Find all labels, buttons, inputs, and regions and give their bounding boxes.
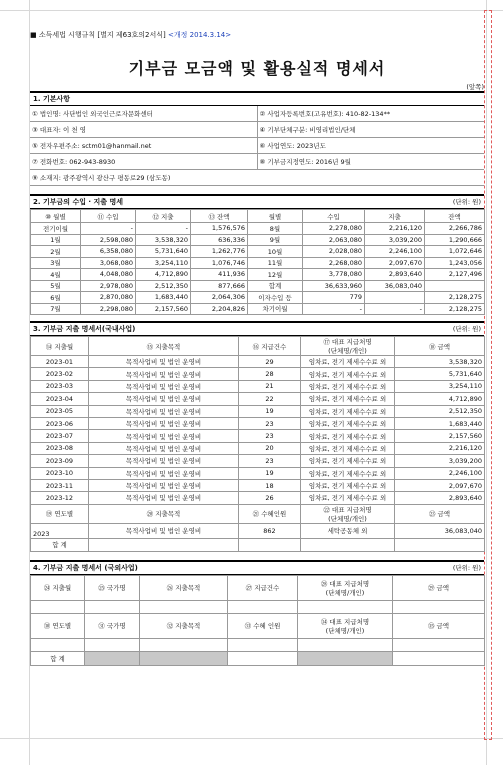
page-margin-marker (484, 10, 492, 740)
table-cell: 1,262,776 (191, 246, 248, 258)
table-cell: 411,936 (191, 269, 248, 281)
table-cell: 3,068,080 (81, 257, 136, 269)
table-cell: 1,576,576 (191, 223, 248, 235)
table-row (31, 292, 485, 304)
overseas-table-header: ㉛ 국가명 (85, 613, 140, 638)
table-row (31, 246, 485, 258)
table-row (31, 492, 485, 504)
table-cell: 2,157,560 (136, 303, 191, 315)
table-cell: 2023-06 (31, 417, 89, 429)
table-cell: 36,633,960 (303, 280, 365, 292)
table-cell (395, 538, 485, 551)
table-cell: 목적사업비 및 법인 운영비 (89, 442, 239, 454)
table-cell: 6월 (31, 292, 81, 304)
table-cell: 2023-11 (31, 479, 89, 491)
table-cell: 3,778,080 (303, 269, 365, 281)
basic-info-row (30, 106, 484, 122)
table-cell: 1,076,746 (191, 257, 248, 269)
overseas-table-header: ㉚ 연도별 (31, 613, 85, 638)
table-cell: 4,712,890 (136, 269, 191, 281)
table-cell: - (303, 303, 365, 315)
table-cell (298, 651, 393, 665)
domestic-expense-table (30, 336, 485, 552)
income-table-header: 월별 (248, 210, 303, 223)
table-cell: 임차료, 전기 제세수수료 외 (301, 393, 395, 405)
table-cell: 임차료, 전기 제세수수료 외 (301, 356, 395, 368)
table-row (31, 417, 485, 429)
table-cell: 임차료, 전기 제세수수료 외 (301, 467, 395, 479)
table-cell: 23 (239, 417, 301, 429)
table-cell: 임차료, 전기 제세수수료 외 (301, 442, 395, 454)
table-row (31, 479, 485, 491)
table-cell: 임차료, 전기 제세수수료 외 (301, 417, 395, 429)
table-cell: 6,358,080 (81, 246, 136, 258)
table-cell: 5월 (31, 280, 81, 292)
table-cell: 779 (303, 292, 365, 304)
table-cell: 목적사업비 및 법인 운영비 (89, 417, 239, 429)
table-cell (393, 651, 485, 665)
table-cell: 임차료, 전기 제세수수료 외 (301, 430, 395, 442)
table-cell: 1,683,440 (395, 417, 485, 429)
overseas-table-header: ㉞ 대표 지급처명 (단체명/개인) (298, 613, 393, 638)
table-cell: 3,538,320 (136, 234, 191, 246)
table-cell: 목적사업비 및 법인 운영비 (89, 467, 239, 479)
table-cell: 2023 (31, 523, 89, 538)
overseas-table-header: ㉘ 대표 지급처명 (단체명/개인) (298, 575, 393, 600)
basic-info-field: ③ 대표자: 이 천 영 (30, 122, 257, 138)
table-cell: - (136, 223, 191, 235)
overseas-expense-table (30, 575, 485, 666)
table-cell: 36,083,040 (365, 280, 425, 292)
table-cell: 2023-02 (31, 368, 89, 380)
section1-title: 1. 기본사항 (30, 91, 484, 106)
overseas-table-header: ㉕ 국가명 (85, 575, 140, 600)
table-cell: 1,683,440 (136, 292, 191, 304)
table-cell: 임차료, 전기 제세수수료 외 (301, 479, 395, 491)
table-cell: 3,538,320 (395, 356, 485, 368)
table-cell: 합계 (248, 280, 303, 292)
overseas-table-header: ㉝ 수혜 인원 (228, 613, 298, 638)
basic-info-field: ② 사업자등록번호(고유번호): 410-82-134** (257, 106, 484, 122)
table-row (31, 223, 485, 235)
basic-info-field: ⑥ 사업연도: 2023년도 (257, 138, 484, 154)
table-cell: 2,097,670 (395, 479, 485, 491)
table-cell: 2023-12 (31, 492, 89, 504)
table-cell: 2,266,786 (425, 223, 485, 235)
table-row (31, 442, 485, 454)
table-cell: 11월 (248, 257, 303, 269)
basic-info-field: ⑤ 전자우편주소: sctm01@hanmail.net (30, 138, 257, 154)
table-cell: 목적사업비 및 법인 운영비 (89, 405, 239, 417)
table-cell: 목적사업비 및 법인 운영비 (89, 479, 239, 491)
table-cell (140, 600, 228, 613)
domestic-annual-header: ㉓ 금액 (395, 504, 485, 523)
basic-info-field: ④ 기부단체구분: 비영리법인/단체 (257, 122, 484, 138)
income-table-header: ⑪ 수입 (81, 210, 136, 223)
table-cell: 임차료, 전기 제세수수료 외 (301, 405, 395, 417)
table-cell: 3월 (31, 257, 81, 269)
table-cell: 4,712,890 (395, 393, 485, 405)
table-cell: - (365, 303, 425, 315)
table-cell: 2,512,350 (395, 405, 485, 417)
domestic-annual-header: ⑳ 지출목적 (89, 504, 239, 523)
table-row (31, 269, 485, 281)
table-cell (239, 538, 301, 551)
table-cell (298, 600, 393, 613)
table-cell: - (81, 223, 136, 235)
table-cell (228, 600, 298, 613)
table-cell: 목적사업비 및 법인 운영비 (89, 523, 239, 538)
income-table-header: 수입 (303, 210, 365, 223)
table-cell: 이자수입 등 (248, 292, 303, 304)
table-cell: 862 (239, 523, 301, 538)
table-cell: 2,268,080 (303, 257, 365, 269)
table-cell (301, 538, 395, 551)
table-cell: 1,290,666 (425, 234, 485, 246)
total-label: 합 계 (31, 651, 85, 665)
basic-info-row (30, 138, 484, 154)
domestic-annual-header: ⑲ 연도별 (31, 504, 89, 523)
table-cell: 2,278,080 (303, 223, 365, 235)
table-row (31, 600, 485, 613)
table-cell: 2,298,080 (81, 303, 136, 315)
table-cell: 18 (239, 479, 301, 491)
table-cell: 2,028,080 (303, 246, 365, 258)
table-cell: 2,063,080 (303, 234, 365, 246)
domestic-table-header: ⑯ 지급건수 (239, 337, 301, 356)
table-cell: 636,336 (191, 234, 248, 246)
table-cell (365, 292, 425, 304)
table-cell: 4,048,080 (81, 269, 136, 281)
overseas-header-row (31, 575, 485, 600)
table-cell: 2023-04 (31, 393, 89, 405)
table-cell: 2023-07 (31, 430, 89, 442)
table-cell: 2,512,350 (136, 280, 191, 292)
overseas-table-header: ㉜ 지출목적 (140, 613, 228, 638)
annual-row (31, 523, 485, 538)
table-cell: 7월 (31, 303, 81, 315)
table-cell: 2,246,100 (365, 246, 425, 258)
overseas-table-header: ㉔ 지출월 (31, 575, 85, 600)
table-cell: 10월 (248, 246, 303, 258)
total-row (31, 651, 485, 665)
table-cell: 9월 (248, 234, 303, 246)
table-cell: 877,666 (191, 280, 248, 292)
table-cell: 전기이월 (31, 223, 81, 235)
table-cell: 2,097,670 (365, 257, 425, 269)
table-cell: 목적사업비 및 법인 운영비 (89, 492, 239, 504)
table-row (31, 455, 485, 467)
table-cell (31, 600, 85, 613)
table-row (31, 257, 485, 269)
basic-info-row (30, 122, 484, 138)
table-cell: 목적사업비 및 법인 운영비 (89, 356, 239, 368)
table-row (31, 380, 485, 392)
table-cell: 2,127,496 (425, 269, 485, 281)
table-cell: 2,870,080 (81, 292, 136, 304)
table-row (31, 280, 485, 292)
income-table-header: 잔액 (425, 210, 485, 223)
table-cell (298, 638, 393, 651)
overseas-table-header: ㉟ 금액 (393, 613, 485, 638)
table-cell (140, 651, 228, 665)
table-row (31, 303, 485, 315)
section4-title: 4. 기부금 지출 명세서 (국외사업) (단위: 원) (30, 560, 484, 575)
table-cell: 목적사업비 및 법인 운영비 (89, 380, 239, 392)
basic-info-row (30, 170, 484, 186)
annual-header-row (31, 504, 485, 523)
overseas-table-header: ㉗ 지급건수 (228, 575, 298, 600)
table-cell: 2,216,120 (395, 442, 485, 454)
table-cell: 임차료, 전기 제세수수료 외 (301, 492, 395, 504)
table-cell: 목적사업비 및 법인 운영비 (89, 368, 239, 380)
form-reference: ■ 소득세법 시행규칙 [별지 제63호의2서식] (30, 31, 166, 39)
income-table-header: ⑩ 월별 (31, 210, 81, 223)
total-label: 합 계 (31, 538, 89, 551)
table-cell: 1월 (31, 234, 81, 246)
table-cell (89, 538, 239, 551)
table-row (31, 430, 485, 442)
table-cell: 8월 (248, 223, 303, 235)
attachment-note: (앞쪽) (466, 83, 484, 91)
table-cell: 임차료, 전기 제세수수료 외 (301, 455, 395, 467)
table-cell: 4월 (31, 269, 81, 281)
document-page (30, 28, 484, 666)
basic-info-field: ⑧ 기부금지정연도: 2016년 9월 (257, 154, 484, 170)
table-cell: 2023-01 (31, 356, 89, 368)
basic-info-field: ⑨ 소재지: 광주광역시 광산구 평동로29 (삼도동) (30, 170, 484, 186)
domestic-table-header: ⑰ 대표 지급처명 (단체명/개인) (301, 337, 395, 356)
overseas-table-header: ㉙ 금액 (393, 575, 485, 600)
basic-info-field: ⑦ 전화번호: 062-943-8930 (30, 154, 257, 170)
table-row (31, 393, 485, 405)
table-cell: 22 (239, 393, 301, 405)
table-cell: 3,039,200 (365, 234, 425, 246)
table-cell: 2023-03 (31, 380, 89, 392)
table-cell: 12월 (248, 269, 303, 281)
table-cell: 임차료, 전기 제세수수료 외 (301, 380, 395, 392)
table-cell: 2,598,080 (81, 234, 136, 246)
table-cell: 1,243,056 (425, 257, 485, 269)
table-cell: 19 (239, 467, 301, 479)
overseas-annual-header-row (31, 613, 485, 638)
table-cell (228, 651, 298, 665)
table-cell (31, 638, 85, 651)
table-cell: 2월 (31, 246, 81, 258)
income-table-header: ⑬ 잔액 (191, 210, 248, 223)
table-cell: 3,254,110 (395, 380, 485, 392)
table-cell: 차기이월 (248, 303, 303, 315)
table-cell: 21 (239, 380, 301, 392)
table-cell: 5,731,640 (395, 368, 485, 380)
table-row (31, 638, 485, 651)
basic-info-field: ① 법인명: 사단법인 외국인근로자문화센터 (30, 106, 257, 122)
table-cell: 2,204,826 (191, 303, 248, 315)
table-cell: 목적사업비 및 법인 운영비 (89, 430, 239, 442)
table-cell: 2,216,120 (365, 223, 425, 235)
document-title: 기부금 모금액 및 활용실적 명세서 (128, 59, 386, 78)
table-cell (425, 280, 485, 292)
table-cell: 3,039,200 (395, 455, 485, 467)
table-cell (85, 651, 140, 665)
section2-title: 2. 기부금의 수입 · 지출 명세 (단위: 원) (30, 194, 484, 209)
domestic-annual-header: ㉑ 수혜인원 (239, 504, 301, 523)
table-cell: 5,731,640 (136, 246, 191, 258)
total-row (31, 538, 485, 551)
table-cell: 20 (239, 442, 301, 454)
table-row (31, 405, 485, 417)
table-cell: 2,893,640 (395, 492, 485, 504)
table-cell (393, 638, 485, 651)
table-cell: 19 (239, 405, 301, 417)
table-row (31, 356, 485, 368)
table-cell (85, 600, 140, 613)
table-cell: 28 (239, 368, 301, 380)
table-cell: 2,246,100 (395, 467, 485, 479)
table-cell (228, 638, 298, 651)
revision-note: <개정 2014.3.14> (168, 31, 232, 39)
overseas-table-header: ㉖ 지출목적 (140, 575, 228, 600)
table-cell: 2,893,640 (365, 269, 425, 281)
table-cell (140, 638, 228, 651)
income-table-header: ⑫ 지출 (136, 210, 191, 223)
table-cell: 2,064,306 (191, 292, 248, 304)
table-cell: 2,978,080 (81, 280, 136, 292)
table-cell: 세탁공동체 외 (301, 523, 395, 538)
table-cell (393, 600, 485, 613)
domestic-table-header: ⑮ 지출목적 (89, 337, 239, 356)
table-cell: 23 (239, 430, 301, 442)
basic-info-row (30, 154, 484, 170)
form-header (30, 30, 484, 40)
table-cell: 2,157,560 (395, 430, 485, 442)
table-cell: 2023-05 (31, 405, 89, 417)
table-cell: 목적사업비 및 법인 운영비 (89, 393, 239, 405)
table-cell: 2023-09 (31, 455, 89, 467)
table-cell: 3,254,110 (136, 257, 191, 269)
domestic-table-header: ⑱ 금액 (395, 337, 485, 356)
table-cell: 36,083,040 (395, 523, 485, 538)
income-expense-table (30, 209, 485, 315)
table-row (31, 234, 485, 246)
table-cell: 1,072,646 (425, 246, 485, 258)
table-row (31, 467, 485, 479)
table-row (31, 368, 485, 380)
table-cell: 임차료, 전기 제세수수료 외 (301, 368, 395, 380)
domestic-annual-header: ㉒ 대표 지급처명 (단체명/개인) (301, 504, 395, 523)
table-cell: 23 (239, 455, 301, 467)
table-cell: 2023-10 (31, 467, 89, 479)
table-cell: 목적사업비 및 법인 운영비 (89, 455, 239, 467)
domestic-table-header: ⑭ 지출월 (31, 337, 89, 356)
section3-title: 3. 기부금 지출 명세서(국내사업) (단위: 원) (30, 321, 484, 336)
basic-info-table (30, 106, 484, 186)
table-cell: 26 (239, 492, 301, 504)
table-cell: 2,128,275 (425, 303, 485, 315)
table-cell: 2023-08 (31, 442, 89, 454)
table-cell: 2,128,275 (425, 292, 485, 304)
table-cell: 29 (239, 356, 301, 368)
guide-line-bottom (0, 738, 503, 739)
income-table-header: 지출 (365, 210, 425, 223)
table-cell (85, 638, 140, 651)
guide-line-top (0, 10, 503, 11)
